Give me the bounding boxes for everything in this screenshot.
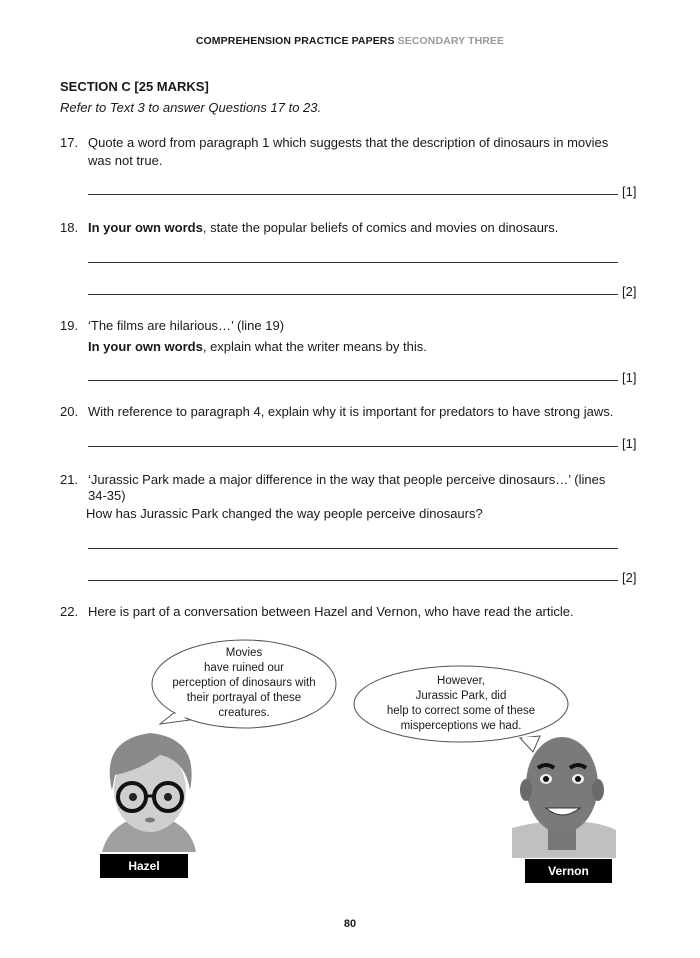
hazel-name-label: Hazel — [100, 854, 188, 878]
question-text: was not true. — [88, 153, 163, 168]
question-quote: ‘The films are hilarious…’ (line 19) — [88, 318, 285, 333]
speech-line: help to correct some of these — [386, 705, 536, 717]
speech-line: However, — [437, 675, 485, 687]
marks: [2] — [622, 284, 637, 299]
question-number: 17. — [60, 135, 79, 150]
question-number: 22. — [60, 604, 79, 619]
marks: [1] — [622, 436, 637, 451]
speech-line: have ruined our — [204, 662, 284, 674]
page-number: 80 — [343, 918, 357, 930]
vernon-speech — [356, 674, 566, 734]
question-text: ‘Jurassic Park made a major difference in the way that people perceive dinosaurs…’ (lines — [88, 472, 606, 487]
question-rest: , state the popular beliefs of comics and movies on dinosaurs. — [202, 220, 559, 235]
question-rest: , explain what the writer means by this. — [202, 339, 427, 354]
vernon-avatar-icon — [512, 737, 616, 858]
speech-line: creatures. — [218, 707, 270, 719]
header-subtitle: SECONDARY THREE — [397, 35, 505, 47]
question-number: 19. — [60, 318, 79, 333]
question-text: With reference to paragraph 4, explain why it is important for predators to have strong jaws. — [88, 404, 614, 419]
question-number: 18. — [60, 220, 79, 235]
question-number: 20. — [60, 404, 79, 419]
question-text: Quote a word from paragraph 1 which suggests that the description of dinosaurs in movies — [88, 135, 609, 150]
speech-line: Jurassic Park, did — [415, 690, 507, 702]
hazel-speech — [152, 646, 336, 721]
vernon-name-label: Vernon — [525, 859, 612, 883]
section-instruction: Refer to Text 3 to answer Questions 17 to 23. — [60, 100, 322, 115]
marks: [1] — [622, 370, 637, 385]
header-title: COMPREHENSION PRACTICE PAPERS — [195, 35, 395, 47]
speech-line: their portrayal of these — [186, 692, 302, 704]
speech-line: Movies — [225, 647, 263, 659]
marks: [1] — [622, 184, 637, 199]
section-title: SECTION C [25 MARKS] — [60, 79, 209, 94]
question-text: How has Jurassic Park changed the way people perceive dinosaurs? — [86, 506, 483, 521]
marks: [2] — [622, 570, 637, 585]
question-text: 34-35) — [88, 488, 126, 503]
question-number: 21. — [60, 472, 79, 487]
speech-line: perception of dinosaurs with — [172, 677, 316, 689]
speech-line: misperceptions we had. — [400, 720, 522, 732]
emphasis: In your own words — [88, 220, 203, 235]
hazel-avatar-icon — [102, 733, 196, 852]
question-text: Here is part of a conversation between Hazel and Vernon, who have read the article. — [88, 604, 574, 619]
emphasis: In your own words — [88, 339, 203, 354]
